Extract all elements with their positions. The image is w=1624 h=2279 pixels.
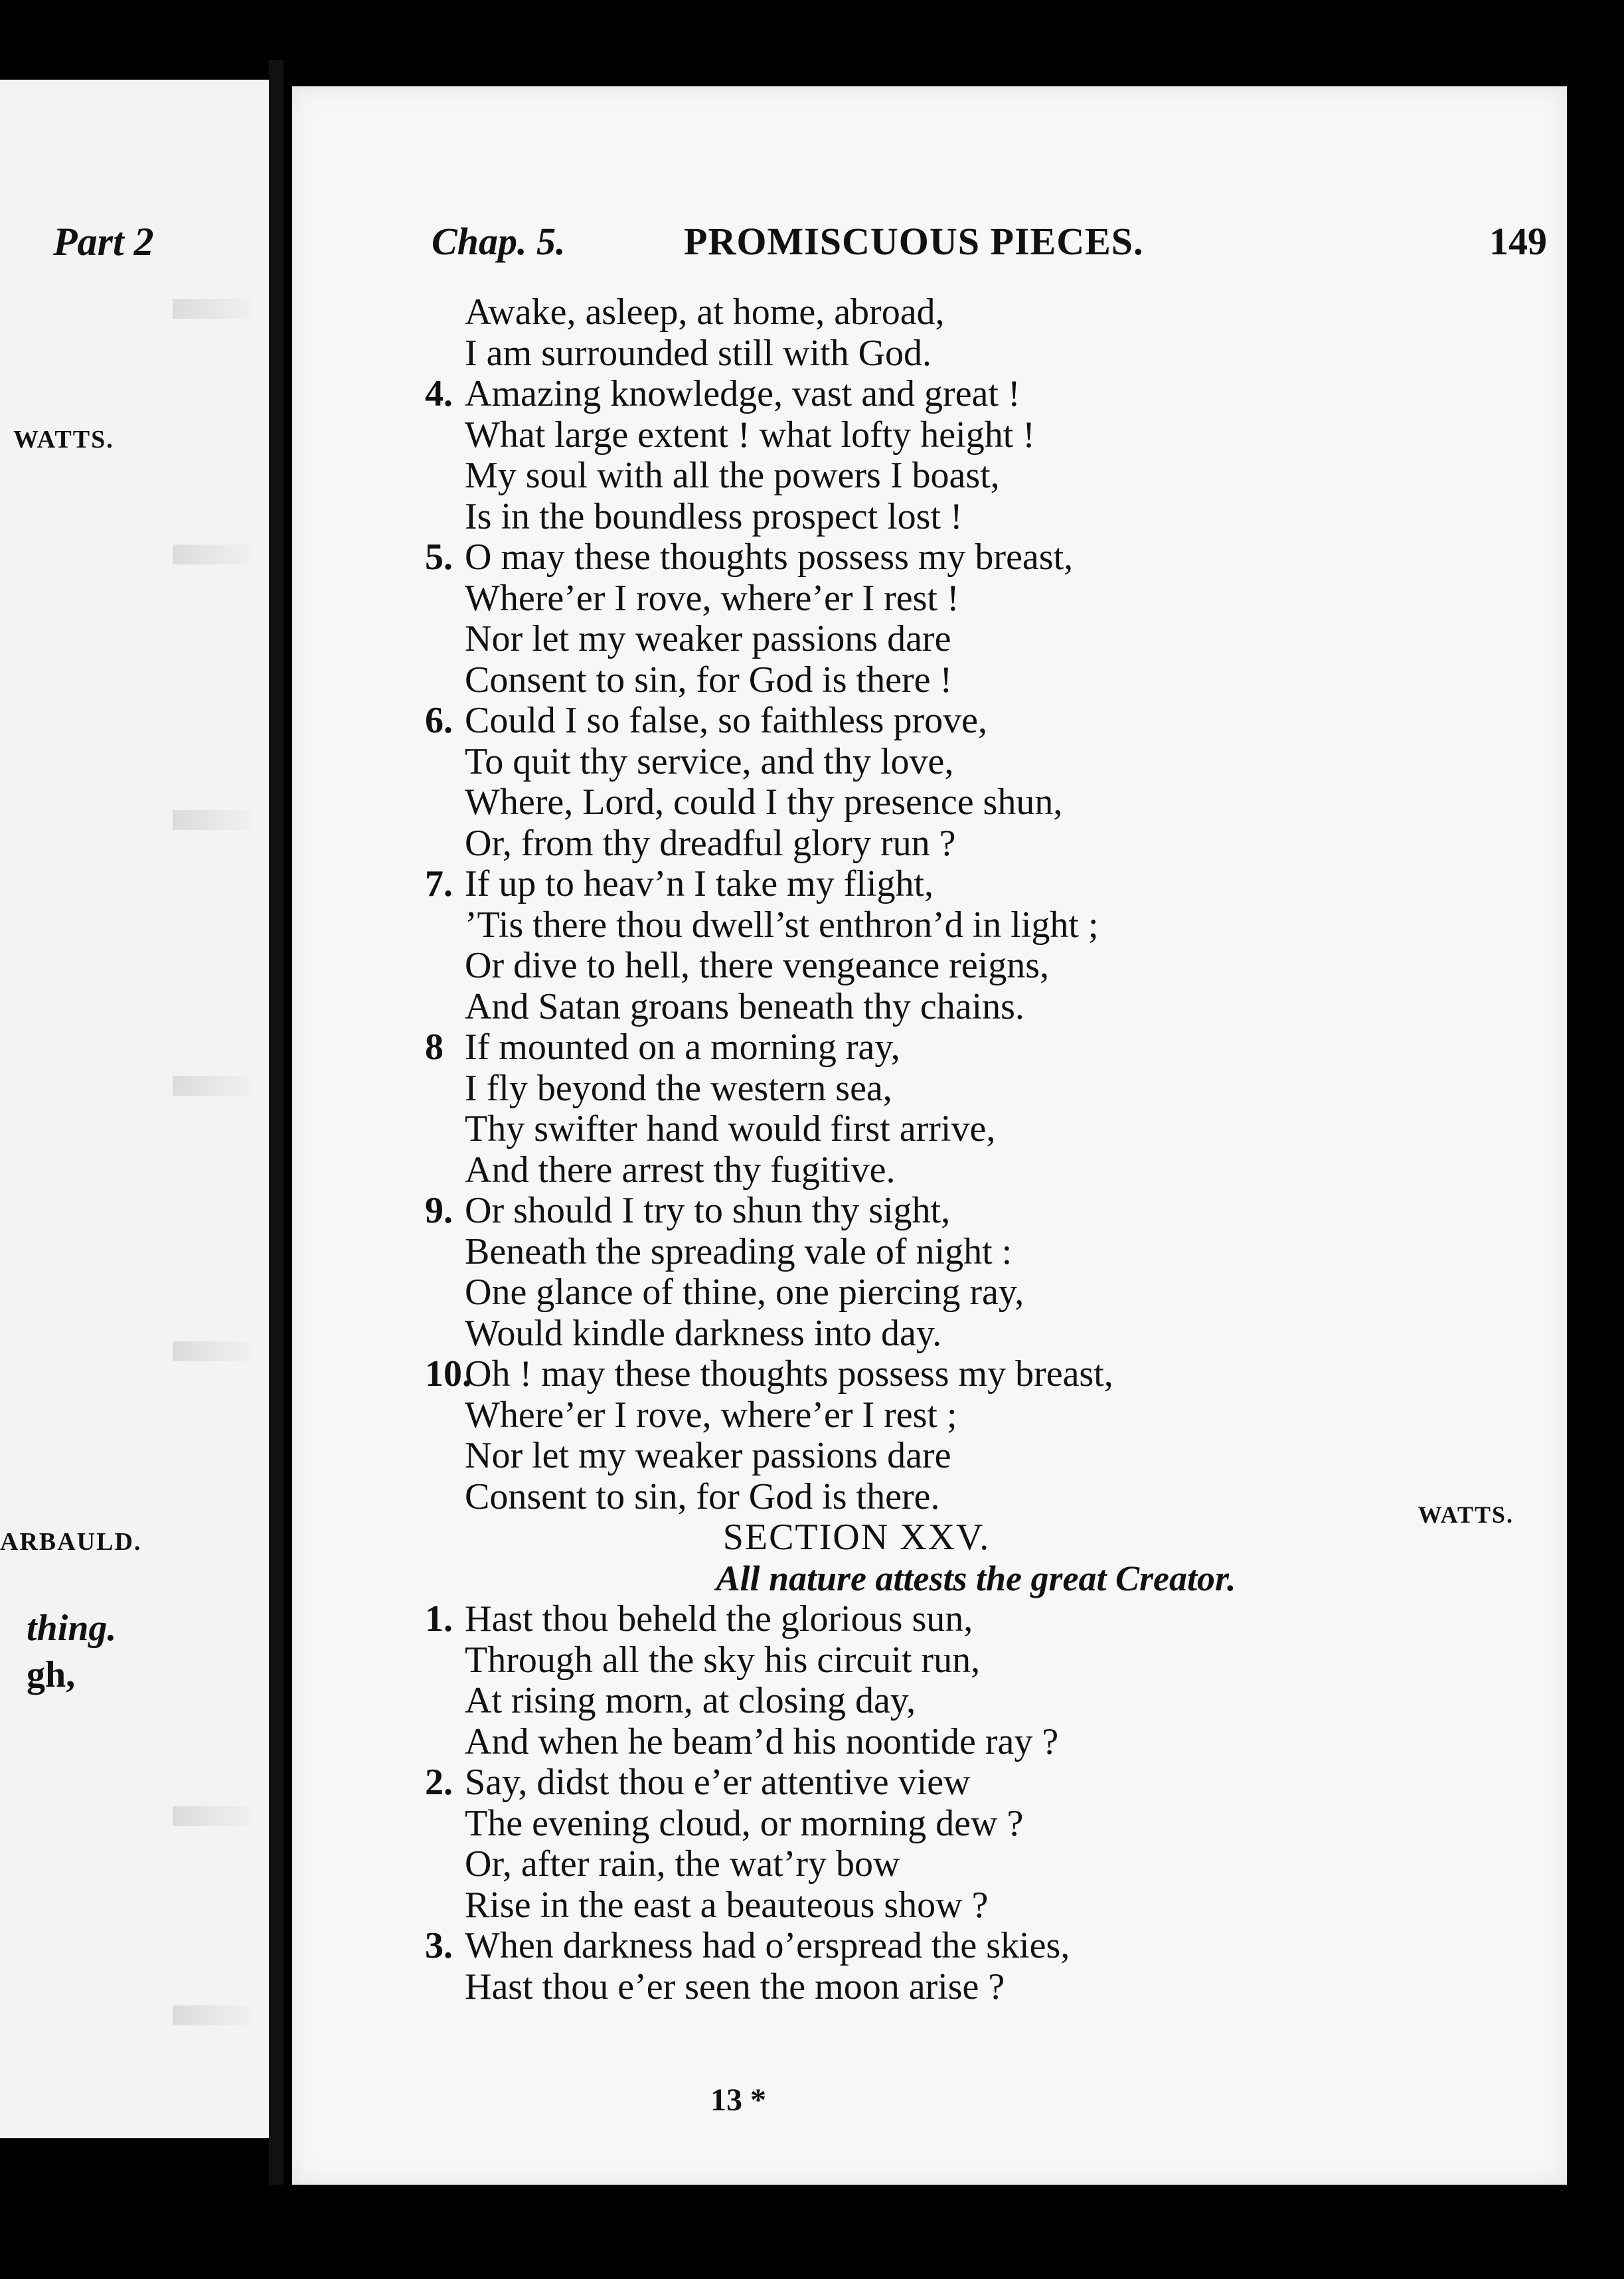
verse-line xyxy=(425,782,1487,823)
verse-line xyxy=(425,1232,1487,1273)
verse-line xyxy=(425,1681,1487,1722)
verse-text: And there arrest thy fugitive. xyxy=(465,1149,896,1191)
bleed-through-mark xyxy=(173,2005,252,2025)
stanza-number: 3. xyxy=(425,1925,453,1966)
verse-line xyxy=(425,415,1487,456)
running-head xyxy=(432,219,1547,272)
verse-text: Thy swifter hand would first arrive, xyxy=(465,1108,996,1149)
verse-line xyxy=(425,1272,1487,1313)
verse-line xyxy=(425,1027,1487,1068)
verse-line xyxy=(425,1150,1487,1191)
verse-line xyxy=(425,1395,1487,1436)
verse-line xyxy=(425,905,1487,946)
book-page xyxy=(292,86,1567,2185)
verse-text: And Satan groans beneath thy chains. xyxy=(465,985,1024,1027)
stanza-number: 6. xyxy=(425,700,453,741)
verse-line xyxy=(425,660,1487,701)
verse-text: Could I so false, so faithless prove, xyxy=(465,700,987,741)
verse-line xyxy=(425,537,1487,578)
verse-line xyxy=(425,1436,1487,1477)
verse-text: Through all the sky his circuit run, xyxy=(465,1639,981,1681)
verse-line xyxy=(425,1313,1487,1355)
verse-line xyxy=(425,1599,1487,1640)
bleed-through-mark xyxy=(173,299,252,319)
verse-line xyxy=(425,1967,1487,2008)
poem-creator xyxy=(425,1599,1487,2007)
verse-text: Consent to sin, for God is there ! xyxy=(465,659,953,701)
verse-line xyxy=(425,1109,1487,1150)
verse-line xyxy=(425,1640,1487,1681)
stanza-number: 10. xyxy=(425,1353,471,1394)
verse-text: I fly beyond the western sea, xyxy=(465,1067,892,1109)
poem-watts xyxy=(425,292,1487,1517)
verse-line xyxy=(425,1804,1487,1845)
verse-line xyxy=(425,1722,1487,1763)
verse-line xyxy=(425,1926,1487,1967)
verse-line xyxy=(425,701,1487,742)
verse-text: Or dive to hell, there vengeance reigns, xyxy=(465,945,1050,986)
verse-line xyxy=(425,1844,1487,1885)
verse-text: The evening cloud, or morning dew ? xyxy=(465,1802,1024,1844)
verse-line xyxy=(425,1885,1487,1926)
left-page-header: Part 2 xyxy=(53,220,154,264)
verse-text: Where’er I rove, where’er I rest ! xyxy=(465,577,959,619)
verse-text: I am surrounded still with God. xyxy=(465,332,932,374)
stanza-number: 9. xyxy=(425,1190,453,1231)
verse-text: Nor let my weaker passions dare xyxy=(465,618,951,659)
verse-text: Would kindle darkness into day. xyxy=(465,1312,942,1354)
bleed-through-mark xyxy=(173,1806,252,1826)
verse-line xyxy=(425,374,1487,415)
left-text-fragment: gh, xyxy=(27,1654,76,1695)
verse-text: At rising morn, at closing day, xyxy=(465,1680,916,1721)
stanza-number: 2. xyxy=(425,1762,453,1803)
verse-text: Amazing knowledge, vast and great ! xyxy=(465,373,1020,414)
verse-text: What large extent ! what lofty height ! xyxy=(465,414,1035,456)
verse-line xyxy=(425,946,1487,987)
stanza-number: 5. xyxy=(425,537,453,578)
verse-line xyxy=(425,1354,1487,1395)
verse-line xyxy=(425,823,1487,865)
page-title: PROMISCUOUS PIECES. xyxy=(684,220,1144,263)
verse-line xyxy=(425,1068,1487,1110)
section-subtitle: All nature attests the great Creator. xyxy=(716,1558,1236,1598)
stanza-number: 7. xyxy=(425,863,453,904)
stanza-number: 1. xyxy=(425,1598,453,1640)
verse-text: ’Tis there thou dwell’st enthron’d in light ; xyxy=(465,904,1099,946)
verse-line xyxy=(425,864,1487,905)
verse-line xyxy=(425,1762,1487,1804)
verse-line xyxy=(425,742,1487,783)
verse-text: Oh ! may these thoughts possess my breast, xyxy=(465,1353,1113,1394)
left-attribution-watts: WATTS. xyxy=(13,426,114,454)
left-attribution-barbauld: ARBAULD. xyxy=(0,1528,142,1556)
verse-text: Where’er I rove, where’er I rest ; xyxy=(465,1394,957,1436)
page-number: 149 xyxy=(1489,220,1547,263)
verse-text: If up to heav’n I take my flight, xyxy=(465,863,934,904)
bleed-through-mark xyxy=(173,1341,252,1361)
verse-text: Where, Lord, could I thy presence shun, xyxy=(465,782,1063,823)
page-body xyxy=(425,292,1487,2007)
verse-text: One glance of thine, one piercing ray, xyxy=(465,1272,1024,1313)
verse-line xyxy=(425,333,1487,375)
verse-text: Or, from thy dreadful glory run ? xyxy=(465,822,956,864)
verse-text: And when he beam’d his noontide ray ? xyxy=(465,1721,1059,1762)
verse-line xyxy=(425,497,1487,538)
verse-line xyxy=(425,456,1487,497)
verse-text: Beneath the spreading vale of night : xyxy=(465,1230,1013,1272)
stanza-number: 8 xyxy=(425,1027,444,1068)
verse-text: If mounted on a morning ray, xyxy=(465,1027,900,1068)
verse-text: Or, after rain, the wat’ry bow xyxy=(465,1843,900,1885)
verse-text: My soul with all the powers I boast, xyxy=(465,455,1000,496)
poem-attribution: WATTS. xyxy=(1418,1501,1514,1528)
verse-text: To quit thy service, and thy love, xyxy=(465,740,954,782)
verse-text: Consent to sin, for God is there. xyxy=(465,1476,940,1517)
verse-line xyxy=(425,578,1487,620)
verse-text: Nor let my weaker passions dare xyxy=(465,1435,951,1476)
left-facing-page xyxy=(0,80,281,2138)
verse-text: Rise in the east a beauteous show ? xyxy=(465,1884,989,1926)
verse-text: Hast thou e’er seen the moon arise ? xyxy=(465,1966,1005,2007)
verse-text: Is in the boundless prospect lost ! xyxy=(465,495,963,537)
stanza-number: 4. xyxy=(425,373,453,414)
verse-text: When darkness had o’erspread the skies, xyxy=(465,1925,1070,1966)
chapter-label: Chap. 5. xyxy=(432,220,566,263)
verse-line xyxy=(425,619,1487,660)
bleed-through-mark xyxy=(173,810,252,830)
book-spine xyxy=(269,60,284,2185)
verse-line xyxy=(425,292,1487,333)
left-text-fragment: thing. xyxy=(27,1608,117,1649)
verse-line xyxy=(425,1191,1487,1232)
verse-line xyxy=(425,1477,1487,1518)
verse-line xyxy=(425,987,1487,1028)
section-heading: SECTION XXV. xyxy=(722,1517,991,1558)
verse-text: Or should I try to shun thy sight, xyxy=(465,1190,951,1231)
bleed-through-mark xyxy=(173,545,252,564)
verse-text: O may these thoughts possess my breast, xyxy=(465,537,1074,578)
verse-text: Say, didst thou e’er attentive view xyxy=(465,1762,971,1803)
verse-text: Awake, asleep, at home, abroad, xyxy=(465,292,945,333)
verse-text: Hast thou beheld the glorious sun, xyxy=(465,1598,973,1640)
printer-signature-mark: 13 * xyxy=(710,2082,766,2118)
bleed-through-mark xyxy=(173,1076,252,1096)
